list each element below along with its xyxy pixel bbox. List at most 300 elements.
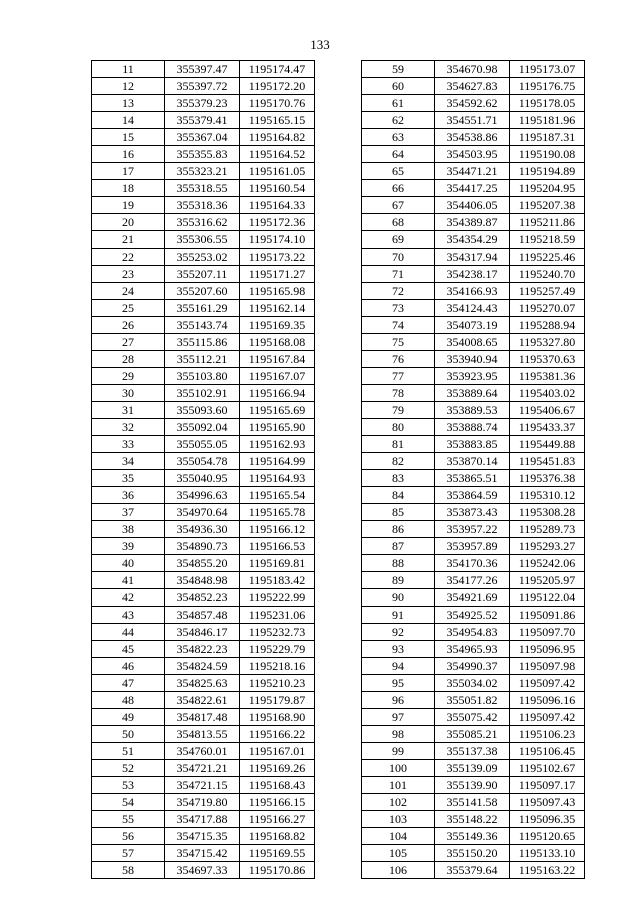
point-number-cell: 15 xyxy=(92,129,165,146)
point-number-cell: 73 xyxy=(362,299,435,316)
y-coordinate-cell: 1195106.23 xyxy=(510,725,585,742)
point-number-cell: 51 xyxy=(92,742,165,759)
x-coordinate-cell: 355397.72 xyxy=(165,78,240,95)
x-coordinate-cell: 354317.94 xyxy=(435,248,510,265)
x-coordinate-cell: 353923.95 xyxy=(435,367,510,384)
y-coordinate-cell: 1195164.82 xyxy=(240,129,315,146)
x-coordinate-cell: 354670.98 xyxy=(435,61,510,78)
point-number-cell: 82 xyxy=(362,453,435,470)
table-row xyxy=(92,146,315,163)
x-coordinate-cell: 355355.83 xyxy=(165,146,240,163)
y-coordinate-cell: 1195096.35 xyxy=(510,811,585,828)
y-coordinate-cell: 1195406.67 xyxy=(510,401,585,418)
x-coordinate-cell: 354721.15 xyxy=(165,776,240,793)
y-coordinate-cell: 1195172.20 xyxy=(240,78,315,95)
point-number-cell: 56 xyxy=(92,828,165,845)
point-number-cell: 72 xyxy=(362,282,435,299)
table-row xyxy=(362,811,585,828)
x-coordinate-cell: 355051.82 xyxy=(435,691,510,708)
table-row xyxy=(362,163,585,180)
x-coordinate-cell: 353864.59 xyxy=(435,487,510,504)
x-coordinate-cell: 354354.29 xyxy=(435,231,510,248)
x-coordinate-cell: 354177.26 xyxy=(435,572,510,589)
y-coordinate-cell: 1195168.43 xyxy=(240,776,315,793)
x-coordinate-cell: 354627.83 xyxy=(435,78,510,95)
y-coordinate-cell: 1195449.88 xyxy=(510,436,585,453)
point-number-cell: 63 xyxy=(362,129,435,146)
table-row xyxy=(92,640,315,657)
table-row xyxy=(362,214,585,231)
coordinates-table-right xyxy=(361,60,585,879)
y-coordinate-cell: 1195171.27 xyxy=(240,265,315,282)
y-coordinate-cell: 1195242.06 xyxy=(510,555,585,572)
y-coordinate-cell: 1195106.45 xyxy=(510,742,585,759)
table-row xyxy=(362,674,585,691)
x-coordinate-cell: 354970.64 xyxy=(165,504,240,521)
x-coordinate-cell: 353865.51 xyxy=(435,470,510,487)
x-coordinate-cell: 355379.64 xyxy=(435,862,510,879)
x-coordinate-cell: 354890.73 xyxy=(165,538,240,555)
point-number-cell: 106 xyxy=(362,862,435,879)
x-coordinate-cell: 355139.90 xyxy=(435,776,510,793)
point-number-cell: 81 xyxy=(362,436,435,453)
point-number-cell: 61 xyxy=(362,95,435,112)
table-row xyxy=(92,418,315,435)
table-row xyxy=(362,776,585,793)
point-number-cell: 50 xyxy=(92,725,165,742)
point-number-cell: 19 xyxy=(92,197,165,214)
point-number-cell: 78 xyxy=(362,384,435,401)
table-row xyxy=(362,299,585,316)
x-coordinate-cell: 355150.20 xyxy=(435,845,510,862)
table-row xyxy=(362,401,585,418)
x-coordinate-cell: 354825.63 xyxy=(165,674,240,691)
point-number-cell: 52 xyxy=(92,759,165,776)
point-number-cell: 66 xyxy=(362,180,435,197)
y-coordinate-cell: 1195167.07 xyxy=(240,367,315,384)
table-row xyxy=(362,708,585,725)
y-coordinate-cell: 1195232.73 xyxy=(240,623,315,640)
point-number-cell: 58 xyxy=(92,862,165,879)
table-row xyxy=(92,759,315,776)
point-number-cell: 24 xyxy=(92,282,165,299)
x-coordinate-cell: 355139.09 xyxy=(435,759,510,776)
table-row xyxy=(92,316,315,333)
x-coordinate-cell: 355367.04 xyxy=(165,129,240,146)
y-coordinate-cell: 1195308.28 xyxy=(510,504,585,521)
point-number-cell: 74 xyxy=(362,316,435,333)
y-coordinate-cell: 1195162.93 xyxy=(240,436,315,453)
x-coordinate-cell: 355318.55 xyxy=(165,180,240,197)
y-coordinate-cell: 1195179.87 xyxy=(240,691,315,708)
y-coordinate-cell: 1195289.73 xyxy=(510,521,585,538)
point-number-cell: 13 xyxy=(92,95,165,112)
x-coordinate-cell: 354852.23 xyxy=(165,589,240,606)
x-coordinate-cell: 353957.89 xyxy=(435,538,510,555)
point-number-cell: 38 xyxy=(92,521,165,538)
y-coordinate-cell: 1195173.07 xyxy=(510,61,585,78)
y-coordinate-cell: 1195168.08 xyxy=(240,333,315,350)
x-coordinate-cell: 354715.42 xyxy=(165,845,240,862)
y-coordinate-cell: 1195167.01 xyxy=(240,742,315,759)
point-number-cell: 96 xyxy=(362,691,435,708)
y-coordinate-cell: 1195183.42 xyxy=(240,572,315,589)
point-number-cell: 105 xyxy=(362,845,435,862)
y-coordinate-cell: 1195097.42 xyxy=(510,674,585,691)
y-coordinate-cell: 1195120.65 xyxy=(510,828,585,845)
y-coordinate-cell: 1195190.08 xyxy=(510,146,585,163)
y-coordinate-cell: 1195381.36 xyxy=(510,367,585,384)
y-coordinate-cell: 1195172.36 xyxy=(240,214,315,231)
y-coordinate-cell: 1195240.70 xyxy=(510,265,585,282)
x-coordinate-cell: 355207.60 xyxy=(165,282,240,299)
x-coordinate-cell: 355093.60 xyxy=(165,401,240,418)
table-row xyxy=(362,640,585,657)
x-coordinate-cell: 355161.29 xyxy=(165,299,240,316)
point-number-cell: 25 xyxy=(92,299,165,316)
table-row xyxy=(362,725,585,742)
x-coordinate-cell: 355149.36 xyxy=(435,828,510,845)
point-number-cell: 55 xyxy=(92,811,165,828)
x-coordinate-cell: 354721.21 xyxy=(165,759,240,776)
point-number-cell: 79 xyxy=(362,401,435,418)
point-number-cell: 87 xyxy=(362,538,435,555)
x-coordinate-cell: 354817.48 xyxy=(165,708,240,725)
y-coordinate-cell: 1195204.95 xyxy=(510,180,585,197)
point-number-cell: 41 xyxy=(92,572,165,589)
table-row xyxy=(92,811,315,828)
point-number-cell: 35 xyxy=(92,470,165,487)
table-row xyxy=(92,794,315,811)
table-row xyxy=(92,112,315,129)
y-coordinate-cell: 1195218.16 xyxy=(240,657,315,674)
point-number-cell: 18 xyxy=(92,180,165,197)
table-row xyxy=(92,214,315,231)
point-number-cell: 29 xyxy=(92,367,165,384)
y-coordinate-cell: 1195376.38 xyxy=(510,470,585,487)
table-row xyxy=(362,282,585,299)
point-number-cell: 97 xyxy=(362,708,435,725)
point-number-cell: 88 xyxy=(362,555,435,572)
x-coordinate-cell: 354954.83 xyxy=(435,623,510,640)
point-number-cell: 64 xyxy=(362,146,435,163)
table-row xyxy=(362,759,585,776)
point-number-cell: 33 xyxy=(92,436,165,453)
point-number-cell: 76 xyxy=(362,350,435,367)
table-row xyxy=(92,436,315,453)
y-coordinate-cell: 1195166.53 xyxy=(240,538,315,555)
x-coordinate-cell: 355318.36 xyxy=(165,197,240,214)
table-row xyxy=(92,350,315,367)
table-row xyxy=(362,333,585,350)
x-coordinate-cell: 353889.53 xyxy=(435,401,510,418)
y-coordinate-cell: 1195164.33 xyxy=(240,197,315,214)
table-row xyxy=(92,129,315,146)
y-coordinate-cell: 1195168.90 xyxy=(240,708,315,725)
table-row xyxy=(92,384,315,401)
y-coordinate-cell: 1195174.47 xyxy=(240,61,315,78)
table-row xyxy=(362,589,585,606)
x-coordinate-cell: 354697.33 xyxy=(165,862,240,879)
point-number-cell: 28 xyxy=(92,350,165,367)
table-row xyxy=(92,572,315,589)
point-number-cell: 69 xyxy=(362,231,435,248)
table-row xyxy=(362,794,585,811)
x-coordinate-cell: 354406.05 xyxy=(435,197,510,214)
point-number-cell: 30 xyxy=(92,384,165,401)
x-coordinate-cell: 353883.85 xyxy=(435,436,510,453)
x-coordinate-cell: 354822.23 xyxy=(165,640,240,657)
table-row xyxy=(92,453,315,470)
y-coordinate-cell: 1195165.54 xyxy=(240,487,315,504)
point-number-cell: 45 xyxy=(92,640,165,657)
y-coordinate-cell: 1195091.86 xyxy=(510,606,585,623)
point-number-cell: 83 xyxy=(362,470,435,487)
point-number-cell: 70 xyxy=(362,248,435,265)
y-coordinate-cell: 1195097.98 xyxy=(510,657,585,674)
table-row xyxy=(92,606,315,623)
table-row xyxy=(362,470,585,487)
y-coordinate-cell: 1195164.93 xyxy=(240,470,315,487)
table-row xyxy=(92,180,315,197)
table-row xyxy=(92,521,315,538)
x-coordinate-cell: 354073.19 xyxy=(435,316,510,333)
table-row xyxy=(92,862,315,879)
table-row xyxy=(92,470,315,487)
point-number-cell: 90 xyxy=(362,589,435,606)
point-number-cell: 22 xyxy=(92,248,165,265)
point-number-cell: 37 xyxy=(92,504,165,521)
y-coordinate-cell: 1195293.27 xyxy=(510,538,585,555)
table-row xyxy=(362,129,585,146)
x-coordinate-cell: 354936.30 xyxy=(165,521,240,538)
x-coordinate-cell: 354996.63 xyxy=(165,487,240,504)
point-number-cell: 26 xyxy=(92,316,165,333)
x-coordinate-cell: 355143.74 xyxy=(165,316,240,333)
table-row xyxy=(362,862,585,879)
y-coordinate-cell: 1195270.07 xyxy=(510,299,585,316)
y-coordinate-cell: 1195231.06 xyxy=(240,606,315,623)
point-number-cell: 31 xyxy=(92,401,165,418)
y-coordinate-cell: 1195165.69 xyxy=(240,401,315,418)
x-coordinate-cell: 353940.94 xyxy=(435,350,510,367)
point-number-cell: 49 xyxy=(92,708,165,725)
table-row xyxy=(362,418,585,435)
point-number-cell: 100 xyxy=(362,759,435,776)
y-coordinate-cell: 1195166.12 xyxy=(240,521,315,538)
y-coordinate-cell: 1195225.46 xyxy=(510,248,585,265)
y-coordinate-cell: 1195210.23 xyxy=(240,674,315,691)
y-coordinate-cell: 1195187.31 xyxy=(510,129,585,146)
table-row xyxy=(92,231,315,248)
point-number-cell: 102 xyxy=(362,794,435,811)
y-coordinate-cell: 1195211.86 xyxy=(510,214,585,231)
table-row xyxy=(362,436,585,453)
x-coordinate-cell: 355148.22 xyxy=(435,811,510,828)
point-number-cell: 68 xyxy=(362,214,435,231)
table-row xyxy=(92,657,315,674)
point-number-cell: 85 xyxy=(362,504,435,521)
table-row xyxy=(92,282,315,299)
table-row xyxy=(362,742,585,759)
y-coordinate-cell: 1195222.99 xyxy=(240,589,315,606)
y-coordinate-cell: 1195433.37 xyxy=(510,418,585,435)
y-coordinate-cell: 1195218.59 xyxy=(510,231,585,248)
y-coordinate-cell: 1195160.54 xyxy=(240,180,315,197)
point-number-cell: 67 xyxy=(362,197,435,214)
x-coordinate-cell: 354965.93 xyxy=(435,640,510,657)
x-coordinate-cell: 355092.04 xyxy=(165,418,240,435)
table-row xyxy=(92,265,315,282)
table-row xyxy=(362,265,585,282)
x-coordinate-cell: 354538.86 xyxy=(435,129,510,146)
y-coordinate-cell: 1195257.49 xyxy=(510,282,585,299)
table-row xyxy=(362,828,585,845)
table-row xyxy=(92,248,315,265)
table-row xyxy=(362,78,585,95)
y-coordinate-cell: 1195133.10 xyxy=(510,845,585,862)
table-row xyxy=(362,538,585,555)
point-number-cell: 92 xyxy=(362,623,435,640)
point-number-cell: 77 xyxy=(362,367,435,384)
table-row xyxy=(362,384,585,401)
x-coordinate-cell: 354848.98 xyxy=(165,572,240,589)
x-coordinate-cell: 355115.86 xyxy=(165,333,240,350)
point-number-cell: 75 xyxy=(362,333,435,350)
table-row xyxy=(92,845,315,862)
x-coordinate-cell: 354857.48 xyxy=(165,606,240,623)
x-coordinate-cell: 353889.64 xyxy=(435,384,510,401)
point-number-cell: 17 xyxy=(92,163,165,180)
table-row xyxy=(92,725,315,742)
x-coordinate-cell: 353873.43 xyxy=(435,504,510,521)
y-coordinate-cell: 1195164.52 xyxy=(240,146,315,163)
point-number-cell: 101 xyxy=(362,776,435,793)
x-coordinate-cell: 355306.55 xyxy=(165,231,240,248)
x-coordinate-cell: 354719.80 xyxy=(165,794,240,811)
table-row xyxy=(362,61,585,78)
y-coordinate-cell: 1195288.94 xyxy=(510,316,585,333)
point-number-cell: 39 xyxy=(92,538,165,555)
y-coordinate-cell: 1195169.26 xyxy=(240,759,315,776)
x-coordinate-cell: 354008.65 xyxy=(435,333,510,350)
x-coordinate-cell: 354925.52 xyxy=(435,606,510,623)
table-row xyxy=(92,742,315,759)
point-number-cell: 93 xyxy=(362,640,435,657)
x-coordinate-cell: 354990.37 xyxy=(435,657,510,674)
table-row xyxy=(362,146,585,163)
point-number-cell: 84 xyxy=(362,487,435,504)
point-number-cell: 40 xyxy=(92,555,165,572)
y-coordinate-cell: 1195173.22 xyxy=(240,248,315,265)
table-row xyxy=(362,487,585,504)
y-coordinate-cell: 1195165.98 xyxy=(240,282,315,299)
point-number-cell: 36 xyxy=(92,487,165,504)
x-coordinate-cell: 354715.35 xyxy=(165,828,240,845)
point-number-cell: 20 xyxy=(92,214,165,231)
y-coordinate-cell: 1195170.76 xyxy=(240,95,315,112)
x-coordinate-cell: 354551.71 xyxy=(435,112,510,129)
table-row xyxy=(362,572,585,589)
y-coordinate-cell: 1195164.99 xyxy=(240,453,315,470)
point-number-cell: 62 xyxy=(362,112,435,129)
point-number-cell: 60 xyxy=(362,78,435,95)
x-coordinate-cell: 354760.01 xyxy=(165,742,240,759)
y-coordinate-cell: 1195194.89 xyxy=(510,163,585,180)
y-coordinate-cell: 1195229.79 xyxy=(240,640,315,657)
coordinates-table-left xyxy=(91,60,315,879)
point-number-cell: 11 xyxy=(92,61,165,78)
x-coordinate-cell: 355253.02 xyxy=(165,248,240,265)
point-number-cell: 71 xyxy=(362,265,435,282)
y-coordinate-cell: 1195174.10 xyxy=(240,231,315,248)
table-row xyxy=(362,231,585,248)
point-number-cell: 21 xyxy=(92,231,165,248)
y-coordinate-cell: 1195207.38 xyxy=(510,197,585,214)
x-coordinate-cell: 355075.42 xyxy=(435,708,510,725)
point-number-cell: 94 xyxy=(362,657,435,674)
point-number-cell: 23 xyxy=(92,265,165,282)
y-coordinate-cell: 1195168.82 xyxy=(240,828,315,845)
table-row xyxy=(92,367,315,384)
point-number-cell: 48 xyxy=(92,691,165,708)
x-coordinate-cell: 354389.87 xyxy=(435,214,510,231)
y-coordinate-cell: 1195181.96 xyxy=(510,112,585,129)
table-row xyxy=(362,248,585,265)
y-coordinate-cell: 1195162.14 xyxy=(240,299,315,316)
x-coordinate-cell: 355103.80 xyxy=(165,367,240,384)
table-row xyxy=(362,521,585,538)
point-number-cell: 95 xyxy=(362,674,435,691)
x-coordinate-cell: 355379.23 xyxy=(165,95,240,112)
y-coordinate-cell: 1195169.35 xyxy=(240,316,315,333)
y-coordinate-cell: 1195403.02 xyxy=(510,384,585,401)
y-coordinate-cell: 1195097.42 xyxy=(510,708,585,725)
point-number-cell: 34 xyxy=(92,453,165,470)
table-row xyxy=(362,180,585,197)
table-row xyxy=(362,197,585,214)
table-row xyxy=(92,674,315,691)
point-number-cell: 98 xyxy=(362,725,435,742)
table-row xyxy=(92,555,315,572)
x-coordinate-cell: 355085.21 xyxy=(435,725,510,742)
table-row xyxy=(362,316,585,333)
table-row xyxy=(92,95,315,112)
table-row xyxy=(362,691,585,708)
point-number-cell: 44 xyxy=(92,623,165,640)
x-coordinate-cell: 353957.22 xyxy=(435,521,510,538)
point-number-cell: 53 xyxy=(92,776,165,793)
x-coordinate-cell: 355397.47 xyxy=(165,61,240,78)
x-coordinate-cell: 354503.95 xyxy=(435,146,510,163)
table-row xyxy=(362,555,585,572)
y-coordinate-cell: 1195097.70 xyxy=(510,623,585,640)
table-row xyxy=(92,589,315,606)
x-coordinate-cell: 353870.14 xyxy=(435,453,510,470)
x-coordinate-cell: 354813.55 xyxy=(165,725,240,742)
y-coordinate-cell: 1195327.80 xyxy=(510,333,585,350)
x-coordinate-cell: 353888.74 xyxy=(435,418,510,435)
point-number-cell: 32 xyxy=(92,418,165,435)
table-row xyxy=(362,453,585,470)
point-number-cell: 89 xyxy=(362,572,435,589)
point-number-cell: 54 xyxy=(92,794,165,811)
table-row xyxy=(92,538,315,555)
x-coordinate-cell: 355316.62 xyxy=(165,214,240,231)
table-row xyxy=(362,367,585,384)
x-coordinate-cell: 355102.91 xyxy=(165,384,240,401)
y-coordinate-cell: 1195166.27 xyxy=(240,811,315,828)
